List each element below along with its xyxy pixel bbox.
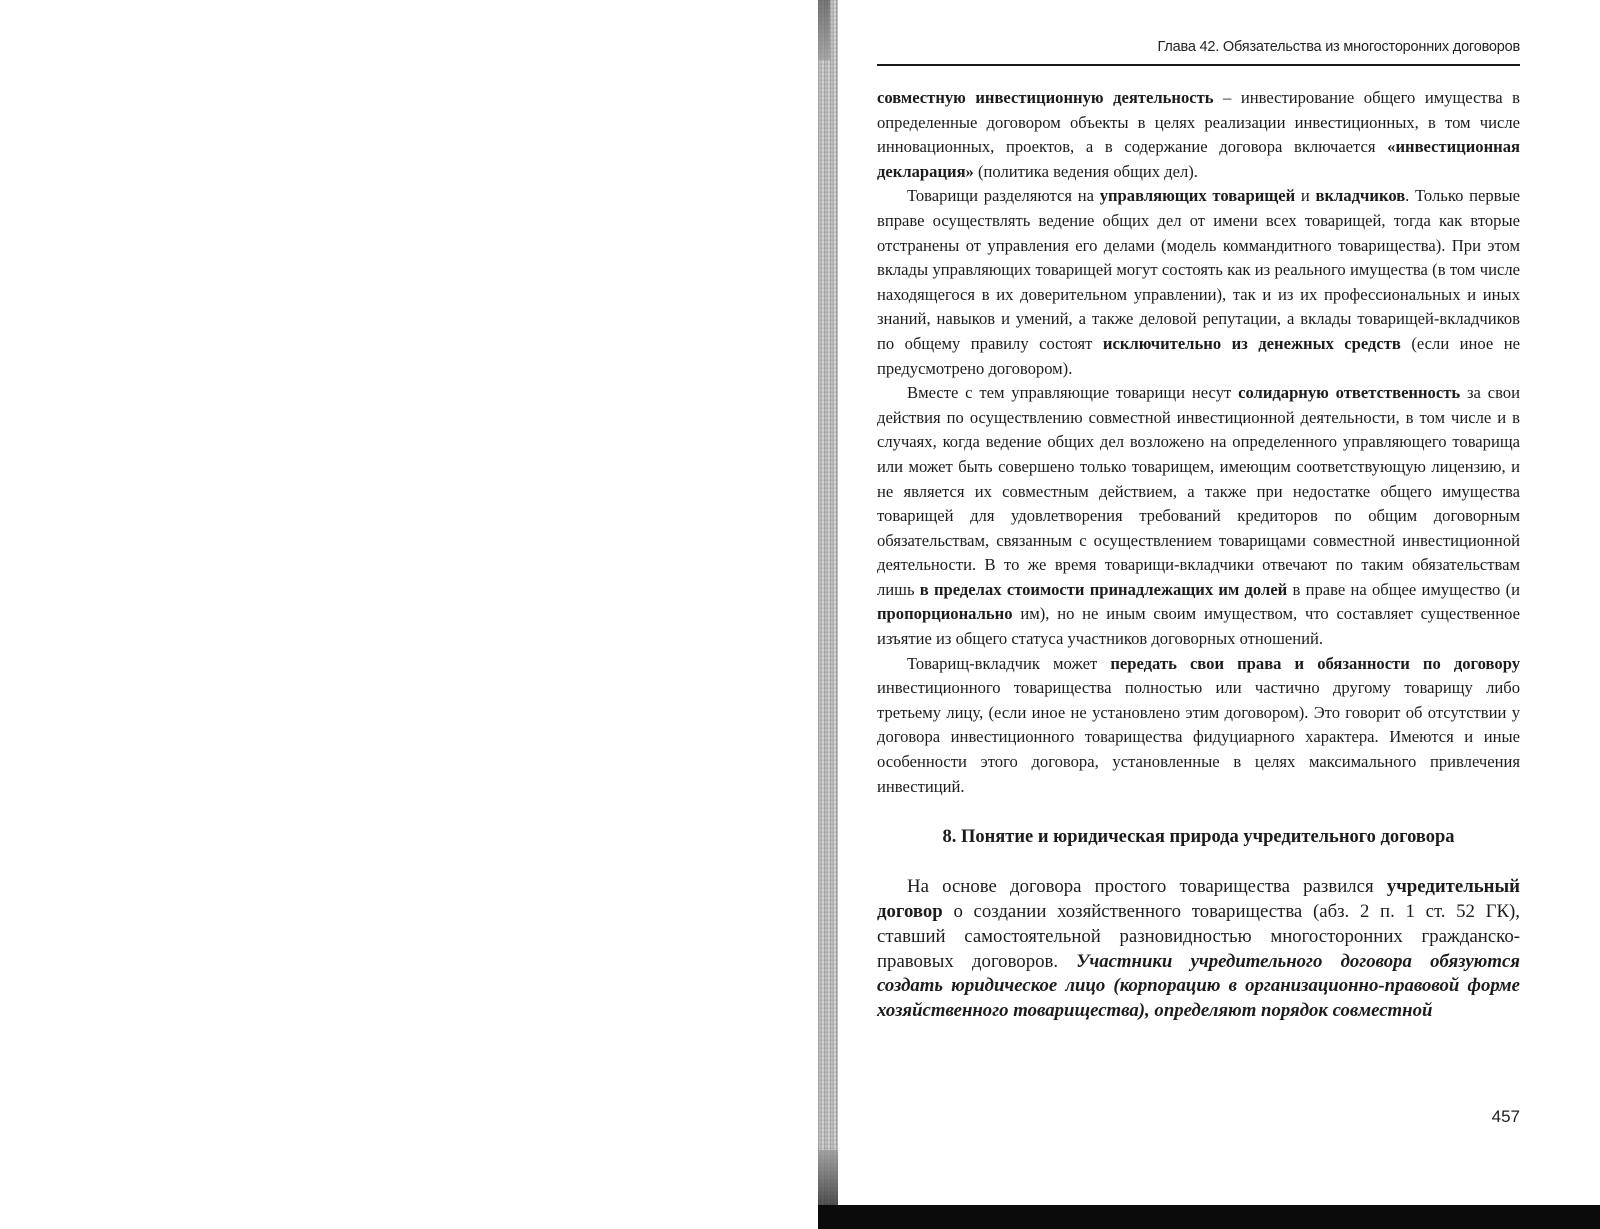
bold-term: в пределах стоимости принадлежащих им долей	[919, 579, 1288, 599]
section-heading: 8. Понятие и юридическая природа учредительного договора	[942, 827, 1455, 848]
text-run: (политика ведения общих дел).	[973, 161, 1198, 181]
paragraph	[877, 381, 1520, 652]
text-run: Товарищи разделяются на	[907, 186, 1100, 206]
text-run: им), но не иным своим имуществом, что составляет существенное изъятие из общего статуса участников договорных отношений.	[877, 604, 1520, 649]
bold-italic-definition: Участники учредительного договора обязуются создать юридическое лицо (корпорацию в организационно-правовой форме хозяйственного товарищества), определяют порядок совместной	[877, 950, 1520, 1022]
section-paragraph	[877, 875, 1520, 1024]
text-run: за свои действия по осуществлению совместной инвестиционной деятельности, в том числе и в случаях, когда ведение общих дел возложено на определенного управляющего товарища или может быть совершено только товарищем, имеющим соответствующую лицензию, и не является их совместным действием, а также при недостатке общего имущества товарищей для удовлетворения требований кредиторов по общим договорным обязательствам, связанным с осуществлением товарищами совместной инвестиционной деятельности. В то же время товарищи-вкладчики отвечают по таким обязательствам лишь	[877, 383, 1520, 599]
book-page	[877, 36, 1520, 1024]
bold-term: солидарную ответственность	[1238, 383, 1461, 403]
binding-shadow-top	[818, 0, 830, 60]
text-run: – инвестирование общего имущества в определенные договором объекты в целях реализации инвестиционных, в том числе инновационных, проектов, а в содержание договора включается	[877, 88, 1520, 157]
binding-shadow-bottom	[818, 1150, 838, 1205]
body-text	[877, 86, 1520, 799]
text-run: На основе договора простого товарищества развился	[907, 876, 1387, 898]
paragraph	[877, 86, 1520, 184]
text-run: (если иное не предусмотрено договором).	[877, 333, 1521, 378]
text-run: в праве на общее имущество (и	[1287, 579, 1521, 599]
text-run: и	[1295, 186, 1316, 206]
text-run: Вместе с тем управляющие товарищи несут	[907, 383, 1239, 403]
bold-term: «инвестиционная декларация»	[877, 137, 1520, 181]
bold-term: совместную инвестиционную деятельность	[877, 88, 1214, 107]
text-run: инвестиционного товарищества полностью или частично другому товарищу либо третьему лицу, (если иное не установлено этим договором). Это говорит об отсутствии у договора инвестиционного товарищества фидуциарного характера. Имеются и иные особенности этого договора, установленные в целях максимального привлечения инвестиций.	[877, 678, 1520, 796]
bold-term: управляющих товарищей	[1099, 186, 1296, 206]
text-run: о создании хозяйственного товарищества (абз. 2 п. 1 ст. 52 ГК), ставший самостоятельной разновидностью многосторонних гражданско-правовых договоров.	[877, 901, 1520, 972]
text-run: . Только первые вправе осуществлять ведение общих дел от имени всех товарищей, тогда как вторые отстранены от управления его делами (модель коммандитного товарищества). При этом вклады управляющих товарищей могут состоять как из реального имущества (в том числе находящегося в их доверительном управлении), так и из их профессиональных и иных знаний, навыков и умений, а также деловой репутации, а вклады товарищей-вкладчиков по общему правилу состоят	[877, 186, 1520, 353]
bold-term: учредительный договор	[877, 876, 1520, 923]
paragraph	[877, 184, 1520, 381]
page-number: 457	[1491, 1107, 1520, 1126]
bold-term: передать свои права и обязанности по договору	[1110, 653, 1520, 673]
book-binding-gutter	[818, 0, 838, 1205]
text-run: Товарищ-вкладчик может	[907, 653, 1111, 673]
bold-term: вкладчиков	[1315, 186, 1406, 206]
bold-term: исключительно из денежных средств	[1102, 333, 1401, 353]
paragraph	[877, 652, 1520, 800]
scan-bottom-edge	[818, 1205, 1600, 1229]
running-header: Глава 42. Обязательства из многосторонних договоров	[877, 36, 1520, 66]
bold-term: пропорционально	[877, 604, 1013, 624]
